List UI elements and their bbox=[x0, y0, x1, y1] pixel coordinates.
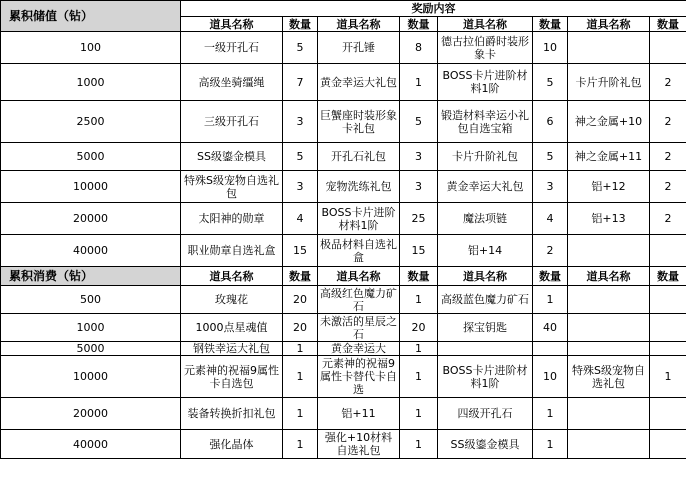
item-quantity: 15 bbox=[283, 235, 318, 267]
item-name: 强化+10材料自选礼包 bbox=[318, 430, 400, 459]
col-header: 数量 bbox=[650, 17, 686, 32]
item-name bbox=[568, 342, 650, 356]
item-quantity: 1 bbox=[533, 430, 568, 459]
table-row bbox=[1, 314, 686, 342]
item-name: 锻造材料幸运小礼包自选宝箱 bbox=[438, 101, 533, 143]
col-header: 数量 bbox=[650, 267, 686, 286]
item-name: 一级开孔石 bbox=[181, 32, 283, 64]
item-name: BOSS卡片进阶材料1阶 bbox=[318, 203, 400, 235]
table-row bbox=[1, 143, 686, 171]
section2-title: 累积消费（钻） bbox=[1, 267, 181, 286]
item-quantity: 3 bbox=[400, 171, 438, 203]
section2-title-row bbox=[1, 267, 686, 286]
table-row bbox=[1, 398, 686, 430]
item-name: SS级鎏金模具 bbox=[181, 143, 283, 171]
item-quantity: 1 bbox=[283, 342, 318, 356]
item-name: 开孔石礼包 bbox=[318, 143, 400, 171]
section1-title: 累积储值（钻） bbox=[1, 1, 181, 32]
threshold-value: 20000 bbox=[1, 203, 181, 235]
item-quantity: 15 bbox=[400, 235, 438, 267]
item-quantity bbox=[650, 342, 686, 356]
item-quantity: 3 bbox=[283, 101, 318, 143]
threshold-value: 5000 bbox=[1, 143, 181, 171]
item-quantity bbox=[650, 32, 686, 64]
col-header: 数量 bbox=[283, 267, 318, 286]
item-name: 高级红色魔力矿石 bbox=[318, 286, 400, 314]
item-quantity: 1 bbox=[283, 398, 318, 430]
item-quantity bbox=[650, 398, 686, 430]
threshold-value: 100 bbox=[1, 32, 181, 64]
item-name: 特殊S级宠物自选礼包 bbox=[568, 356, 650, 398]
item-quantity: 1 bbox=[400, 356, 438, 398]
threshold-value: 5000 bbox=[1, 342, 181, 356]
item-name: 高级蓝色魔力矿石 bbox=[438, 286, 533, 314]
col-header: 数量 bbox=[400, 267, 438, 286]
table-row bbox=[1, 101, 686, 143]
threshold-value: 20000 bbox=[1, 398, 181, 430]
item-name: 装备转换折扣礼包 bbox=[181, 398, 283, 430]
item-quantity: 20 bbox=[283, 314, 318, 342]
item-name: 铝+13 bbox=[568, 203, 650, 235]
item-quantity: 4 bbox=[533, 203, 568, 235]
col-header: 道具名称 bbox=[181, 267, 283, 286]
item-quantity: 1 bbox=[400, 342, 438, 356]
item-name: 强化晶体 bbox=[181, 430, 283, 459]
item-name: 玫瑰花 bbox=[181, 286, 283, 314]
table-row bbox=[1, 286, 686, 314]
table-row bbox=[1, 356, 686, 398]
item-name: 铝+11 bbox=[318, 398, 400, 430]
item-quantity: 1 bbox=[650, 356, 686, 398]
col-header: 道具名称 bbox=[438, 17, 533, 32]
item-name: 魔法项链 bbox=[438, 203, 533, 235]
item-name: 特殊S级宠物自选礼包 bbox=[181, 171, 283, 203]
item-quantity: 40 bbox=[533, 314, 568, 342]
col-header: 道具名称 bbox=[438, 267, 533, 286]
item-quantity bbox=[650, 430, 686, 459]
item-name bbox=[438, 342, 533, 356]
reward-table-body bbox=[1, 1, 686, 459]
item-quantity: 1 bbox=[533, 286, 568, 314]
item-quantity: 3 bbox=[400, 143, 438, 171]
item-quantity bbox=[650, 286, 686, 314]
item-name bbox=[568, 32, 650, 64]
item-name: 铝+14 bbox=[438, 235, 533, 267]
threshold-value: 10000 bbox=[1, 171, 181, 203]
item-name: 极品材料自选礼盒 bbox=[318, 235, 400, 267]
item-name bbox=[568, 235, 650, 267]
item-name: 卡片升阶礼包 bbox=[568, 64, 650, 101]
item-name: 钢铁幸运大礼包 bbox=[181, 342, 283, 356]
item-name: 四级开孔石 bbox=[438, 398, 533, 430]
item-quantity: 5 bbox=[283, 32, 318, 64]
reward-header: 奖励内容 bbox=[181, 1, 686, 17]
item-name: BOSS卡片进阶材料1阶 bbox=[438, 356, 533, 398]
item-quantity: 1 bbox=[400, 398, 438, 430]
item-name: 德古拉伯爵时装形象卡 bbox=[438, 32, 533, 64]
threshold-value: 40000 bbox=[1, 430, 181, 459]
table-row bbox=[1, 235, 686, 267]
item-name bbox=[568, 314, 650, 342]
threshold-value: 1000 bbox=[1, 64, 181, 101]
item-quantity: 1 bbox=[400, 286, 438, 314]
col-header: 数量 bbox=[533, 267, 568, 286]
item-quantity: 6 bbox=[533, 101, 568, 143]
table-row bbox=[1, 430, 686, 459]
item-quantity: 7 bbox=[283, 64, 318, 101]
item-quantity: 2 bbox=[650, 101, 686, 143]
threshold-value: 40000 bbox=[1, 235, 181, 267]
item-quantity: 5 bbox=[533, 143, 568, 171]
col-header: 数量 bbox=[533, 17, 568, 32]
item-name: 宠物洗练礼包 bbox=[318, 171, 400, 203]
item-quantity: 2 bbox=[533, 235, 568, 267]
item-quantity: 3 bbox=[283, 171, 318, 203]
item-name: 开孔锤 bbox=[318, 32, 400, 64]
table-row bbox=[1, 203, 686, 235]
item-name: 1000点星魂值 bbox=[181, 314, 283, 342]
item-quantity: 3 bbox=[533, 171, 568, 203]
section1-title-row bbox=[1, 1, 686, 17]
item-name: 高级坐骑缰绳 bbox=[181, 64, 283, 101]
item-quantity: 20 bbox=[400, 314, 438, 342]
item-name: 神之金属+11 bbox=[568, 143, 650, 171]
col-header: 道具名称 bbox=[568, 267, 650, 286]
item-quantity bbox=[650, 235, 686, 267]
item-name: 未激活的星辰之石 bbox=[318, 314, 400, 342]
table-row bbox=[1, 171, 686, 203]
item-name: 太阳神的勋章 bbox=[181, 203, 283, 235]
item-quantity: 5 bbox=[400, 101, 438, 143]
item-quantity: 1 bbox=[533, 398, 568, 430]
item-name: 黄金幸运大礼包 bbox=[318, 64, 400, 101]
item-name: 探宝钥匙 bbox=[438, 314, 533, 342]
item-name bbox=[568, 286, 650, 314]
item-name bbox=[568, 398, 650, 430]
item-quantity: 5 bbox=[283, 143, 318, 171]
col-header: 数量 bbox=[400, 17, 438, 32]
col-header: 道具名称 bbox=[181, 17, 283, 32]
item-quantity: 1 bbox=[283, 356, 318, 398]
table-row bbox=[1, 32, 686, 64]
item-quantity: 1 bbox=[400, 64, 438, 101]
item-quantity: 25 bbox=[400, 203, 438, 235]
table-row bbox=[1, 342, 686, 356]
item-quantity bbox=[533, 342, 568, 356]
item-quantity: 1 bbox=[400, 430, 438, 459]
item-quantity: 1 bbox=[283, 430, 318, 459]
item-name bbox=[568, 430, 650, 459]
item-quantity: 2 bbox=[650, 203, 686, 235]
table-row bbox=[1, 64, 686, 101]
threshold-value: 10000 bbox=[1, 356, 181, 398]
item-name: 黄金幸运大礼包 bbox=[438, 171, 533, 203]
item-quantity: 10 bbox=[533, 32, 568, 64]
col-header: 道具名称 bbox=[318, 17, 400, 32]
item-name: 铝+12 bbox=[568, 171, 650, 203]
item-quantity: 4 bbox=[283, 203, 318, 235]
item-quantity: 10 bbox=[533, 356, 568, 398]
item-name: 神之金属+10 bbox=[568, 101, 650, 143]
item-name: 黄金幸运大 bbox=[318, 342, 400, 356]
item-quantity: 8 bbox=[400, 32, 438, 64]
col-header: 道具名称 bbox=[568, 17, 650, 32]
item-name: 三级开孔石 bbox=[181, 101, 283, 143]
item-name: 卡片升阶礼包 bbox=[438, 143, 533, 171]
item-quantity: 2 bbox=[650, 143, 686, 171]
item-quantity: 2 bbox=[650, 171, 686, 203]
item-name: 职业勋章自选礼盒 bbox=[181, 235, 283, 267]
item-quantity: 20 bbox=[283, 286, 318, 314]
item-name: 元素神的祝福9属性卡自选包 bbox=[181, 356, 283, 398]
threshold-value: 1000 bbox=[1, 314, 181, 342]
col-header: 数量 bbox=[283, 17, 318, 32]
item-name: SS级鎏金模具 bbox=[438, 430, 533, 459]
col-header: 道具名称 bbox=[318, 267, 400, 286]
item-quantity bbox=[650, 314, 686, 342]
item-quantity: 2 bbox=[650, 64, 686, 101]
item-name: 巨蟹座时装形象卡礼包 bbox=[318, 101, 400, 143]
threshold-value: 2500 bbox=[1, 101, 181, 143]
item-name: BOSS卡片进阶材料1阶 bbox=[438, 64, 533, 101]
threshold-value: 500 bbox=[1, 286, 181, 314]
item-quantity: 5 bbox=[533, 64, 568, 101]
item-name: 元素神的祝福9属性卡替代卡自选 bbox=[318, 356, 400, 398]
